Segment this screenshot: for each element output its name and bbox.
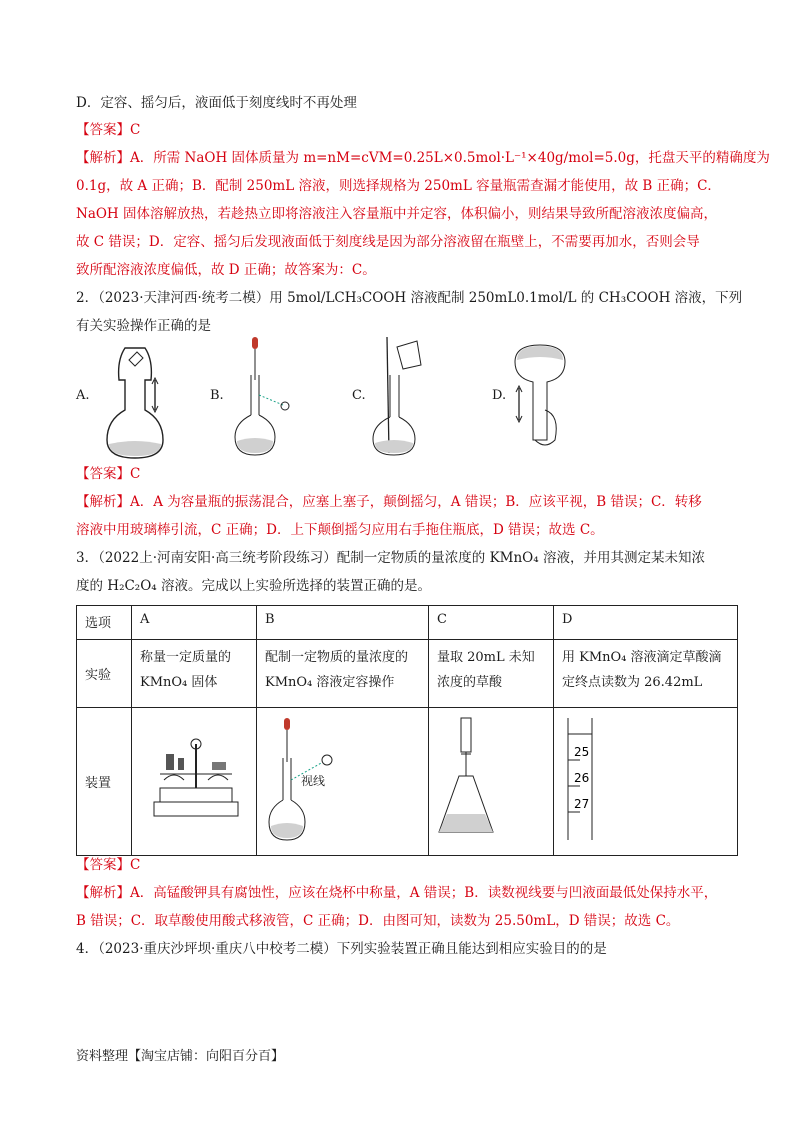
footer-note: 资料整理【淘宝店铺：向阳百分百】 [76,1049,285,1064]
q1-analysis-line: 【解析】A．所需 NaOH 固体质量为 m=nM=cVM=0.25L×0.5mol·L⁻¹×40g/mol=5.0g，托盘天平的精确度为 [76,150,770,166]
cell-line: 配制一定物质的量浓度的 [265,650,409,665]
cell-line: KMnO₄ 固体 [140,675,218,690]
q3-stem: 度的 H₂C₂O₄ 溶液。完成以上实验所选择的装置正确的是。 [76,578,431,594]
row-label-device: 装置 [77,708,132,856]
burette-mark: 25 [574,745,590,759]
q3-analysis-line: B 错误；C．取草酸使用酸式移液管，C 正确；D．由图可知，读数为 25.50mL，D 错误；故选 C。 [76,913,680,929]
q1-analysis-line: 0.1g，故 A 正确；B．配制 250mL 溶液，则选择规格为 250mL 容量瓶需查漏才能使用，故 B 正确；C． [76,178,721,194]
q3-analysis-line: 【解析】A．高锰酸钾具有腐蚀性，应该在烧杯中称量，A 错误；B．读数视线要与凹液面最低处保持水平， [76,885,718,901]
table-header-cell: 选项 [77,606,132,640]
burette-mark: 27 [574,797,590,811]
table-header-cell: D [554,606,738,640]
device-cell-a [132,708,257,856]
table-header-cell: C [429,606,554,640]
cell-line: 量取 20mL 未知 [437,650,535,665]
q3-options-table [76,605,738,856]
table-header-cell: B [257,606,429,640]
q2-figure-a-flask-shaking [95,340,175,460]
cell-line: 称量一定质量的 [140,650,232,665]
row-label-experiment: 实验 [77,640,132,708]
experiment-cell-a [132,640,257,708]
device-cell-d [554,708,738,856]
table-row-experiment [77,640,738,708]
q3-stem: 3．（2022上·河南安阳·高三统考阶段练习）配制一定物质的量浓度的 KMnO₄ 溶液，并用其测定某未知浓 [76,550,705,566]
q2-analysis-line: 【解析】A．A 为容量瓶的振荡混合，应塞上塞子，颠倒摇匀，A 错误；B．应该平视，B 错误；C．转移 [76,494,702,510]
balance-scale-figure [140,714,248,834]
q1-option-d: D．定容、摇匀后，液面低于刻度线时不再处理 [76,95,357,111]
cell-line: 用 KMnO₄ 溶液滴定草酸滴 [562,650,722,665]
burette-scale-figure [562,714,622,844]
table-header-row [77,606,738,640]
q2-figure-d-invert-mixing [505,340,575,460]
cell-line: KMnO₄ 溶液定容操作 [265,675,395,690]
cell-line: 定终点读数为 26.42mL [562,675,703,690]
q2-option-a-label: A. [76,388,90,403]
q4-stem: 4．（2023·重庆沙坪坝·重庆八中校考二模）下列实验装置正确且能达到相应实验目的的是 [76,941,607,957]
volumetric-flask-figure [265,714,415,844]
q2-answer: 【答案】C [76,466,141,482]
q2-stem: 2．（2023·天津河西·统考二模）用 5mol/LCH₃COOH 溶液配制 250mL0.1mol/L 的 CH₃COOH 溶液，下列 [76,290,743,306]
q2-option-c-label: C. [352,388,366,403]
q1-analysis-line: 故 C 错误；D．定容、摇匀后发现液面低于刻度线是因为部分溶液留在瓶壁上，不需要再加水，否则会导 [76,234,700,250]
experiment-cell-d [554,640,738,708]
burette-mark: 26 [574,771,590,785]
q2-analysis-line: 溶液中用玻璃棒引流，C 正确；D．上下颠倒摇匀应用右手拖住瓶底，D 错误；故选 C。 [76,522,604,538]
experiment-cell-c [429,640,554,708]
device-cell-c [429,708,554,856]
q3-answer: 【答案】C [76,857,141,873]
table-row-device [77,708,738,856]
q2-option-b-label: B. [210,388,224,403]
pipette-flask-figure [437,714,537,844]
table-header-cell: A [132,606,257,640]
q1-analysis-line: NaOH 固体溶解放热，若趁热立即将溶液注入容量瓶中并定容，体积偏小，则结果导致所配溶液浓度偏高， [76,206,717,222]
q2-option-d-label: D. [492,388,507,403]
q2-stem: 有关实验操作正确的是 [76,318,211,334]
q2-figure-b-dropper-topview [225,335,295,460]
cell-line: 浓度的草酸 [437,675,503,690]
q1-answer: 【答案】C [76,122,141,138]
experiment-cell-b [257,640,429,708]
q2-figure-c-glass-rod-transfer [365,335,435,460]
sight-line-label: 视线 [301,774,326,788]
q1-analysis-line: 致所配溶液浓度偏低，故 D 正确；故答案为：C。 [76,262,376,278]
device-cell-b [257,708,429,856]
